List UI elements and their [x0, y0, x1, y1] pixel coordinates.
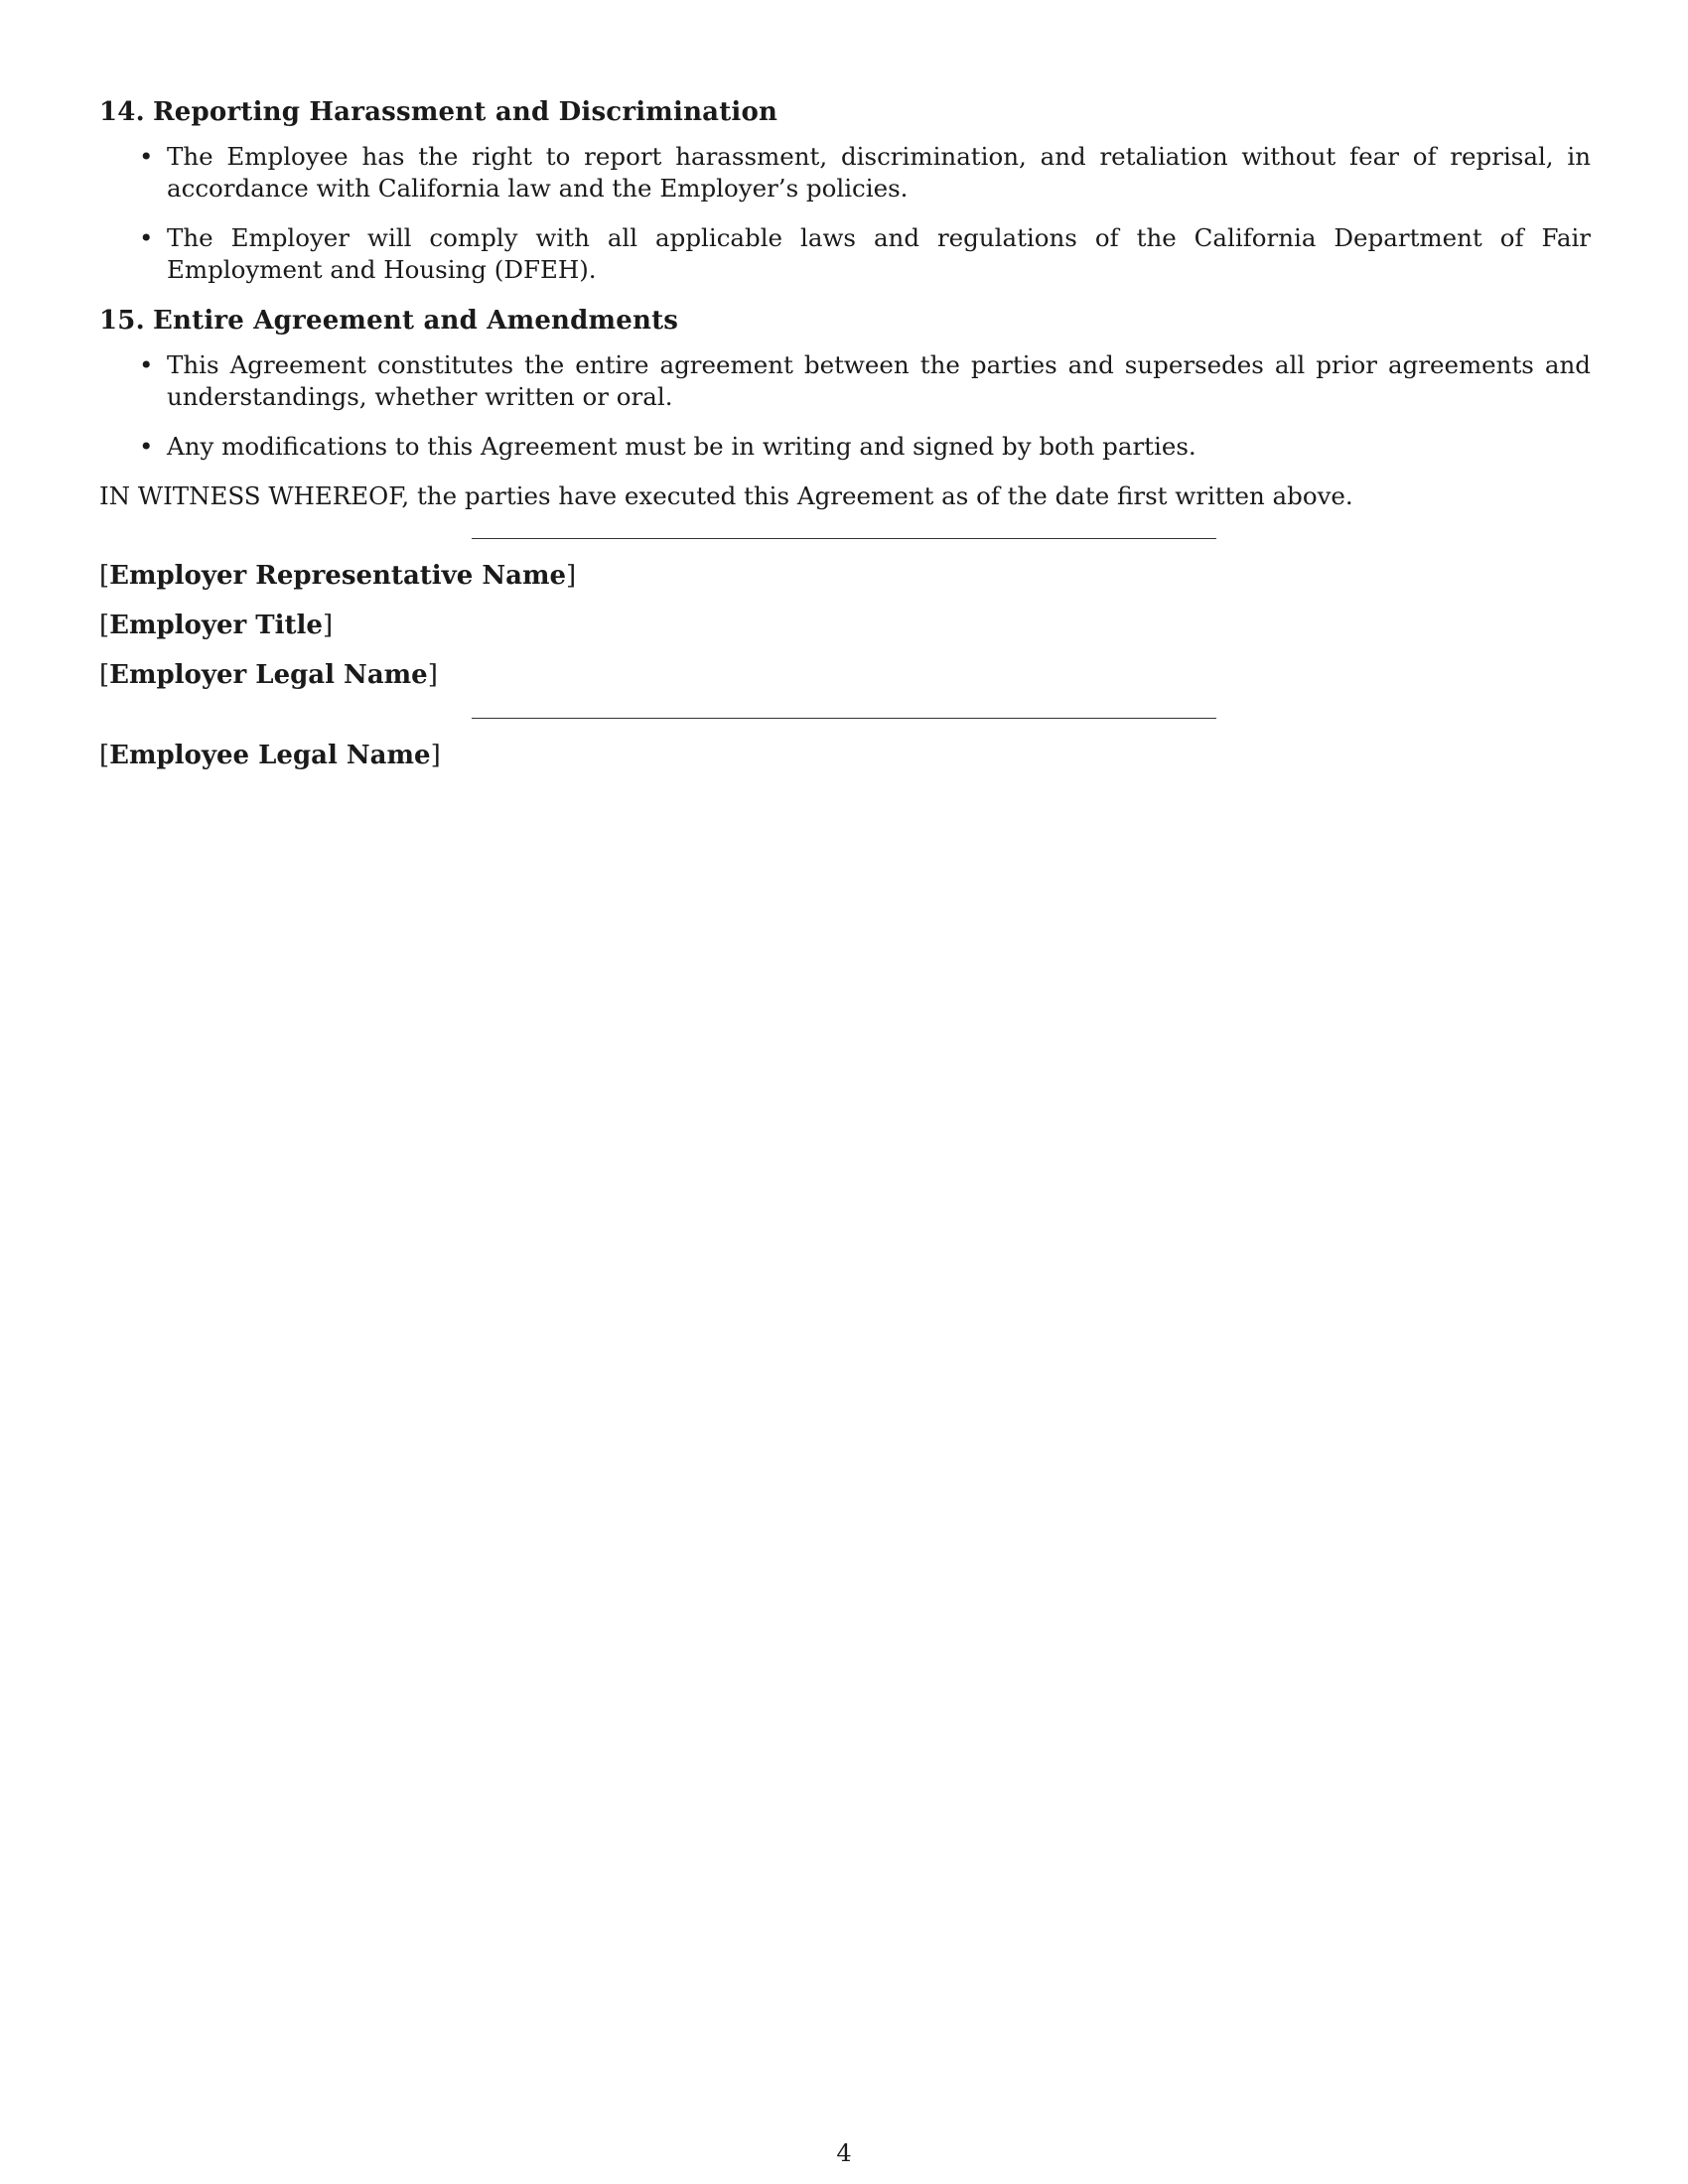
list-item [99, 222, 1591, 286]
employer-signature-block [99, 559, 1591, 692]
bullet-icon: • [139, 223, 154, 252]
employer-title: [Employer Title] [99, 611, 334, 640]
section-15 [99, 304, 1591, 463]
section-number: 14. [99, 97, 145, 127]
section-number: 15. [99, 306, 145, 336]
list-item [99, 141, 1591, 205]
bullet-icon: • [139, 432, 154, 461]
employer-representative-name: [Employer Representative Name] [99, 561, 577, 591]
section-title: Reporting Harassment and Discrimination [153, 97, 778, 127]
list-item-text: The Employer will comply with all applicable laws and regulations of the California Department of Fair Employment and Housing (DFEH). [167, 223, 1591, 284]
employee-legal-name: [Employee Legal Name] [99, 741, 441, 770]
bullet-list [99, 349, 1591, 463]
employee-signature-block [99, 739, 1591, 772]
section-title: Entire Agreement and Amendments [153, 306, 679, 336]
employer-signature-line [472, 538, 1216, 539]
list-item [99, 349, 1591, 413]
employer-legal-name: [Employer Legal Name] [99, 660, 438, 690]
bullet-list [99, 141, 1591, 286]
list-item-text: Any modifications to this Agreement must be in writing and signed by both parties. [167, 432, 1196, 461]
employee-signature-line [472, 718, 1216, 719]
document-page [99, 95, 1591, 772]
section-14 [99, 95, 1591, 286]
section-heading [99, 304, 1591, 338]
page-number: 4 [836, 2139, 852, 2167]
list-item [99, 431, 1591, 463]
witness-statement: IN WITNESS WHEREOF, the parties have executed this Agreement as of the date first written above. [99, 481, 1353, 510]
bullet-icon: • [139, 142, 154, 171]
section-heading [99, 95, 1591, 129]
bullet-icon: • [139, 350, 154, 379]
list-item-text: The Employee has the right to report harassment, discrimination, and retaliation without fear of reprisal, in accordance with California law and the Employer’s policies. [167, 142, 1591, 203]
list-item-text: This Agreement constitutes the entire agreement between the parties and supersedes all prior agreements and understandings, whether written or oral. [167, 350, 1591, 411]
